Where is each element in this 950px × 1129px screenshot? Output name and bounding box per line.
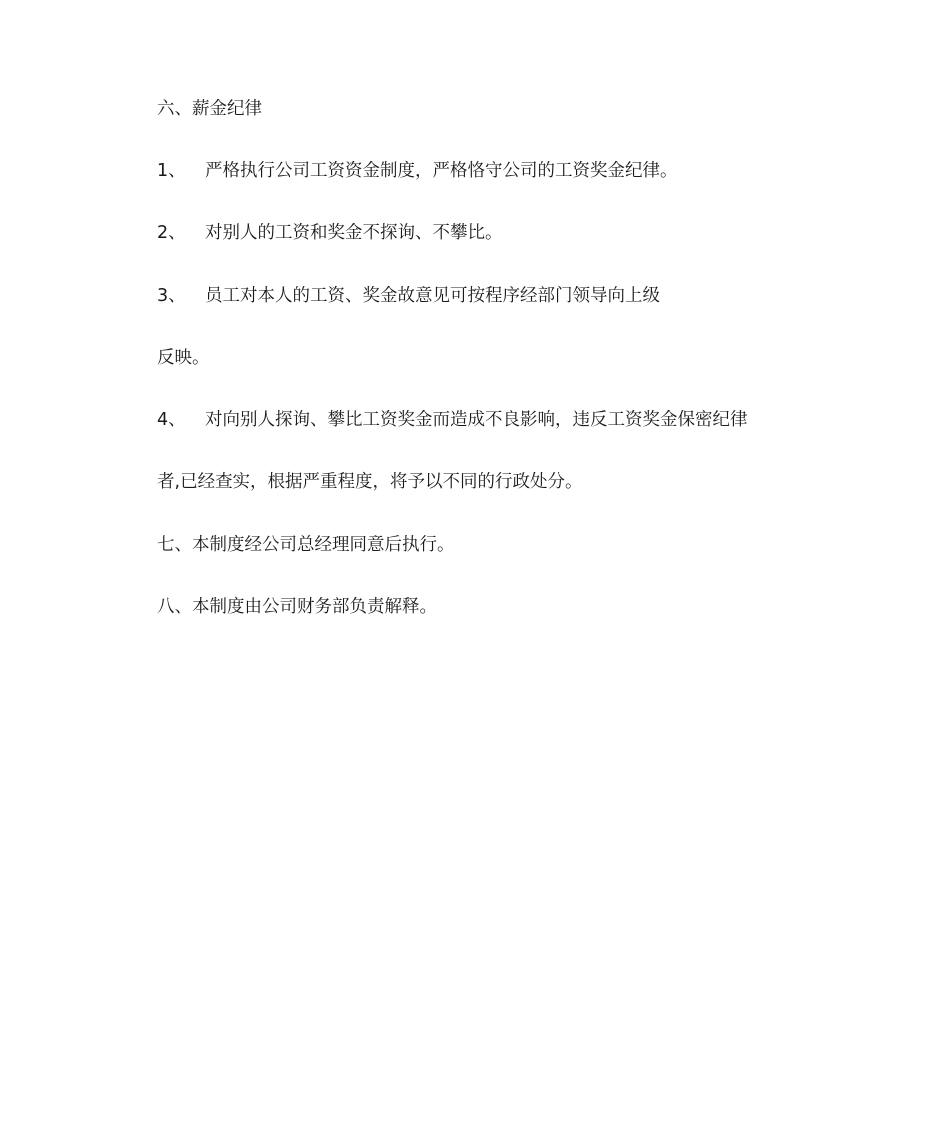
- section-seven: 七、本制度经公司总经理同意后执行。: [157, 535, 455, 555]
- list-item-number: 2、: [157, 223, 186, 243]
- list-item-number: 4、: [157, 410, 186, 430]
- list-item-3-continuation: 反映。: [157, 348, 210, 368]
- list-item-4-continuation: 者,已经查实，根据严重程度，将予以不同的行政处分。: [157, 472, 583, 492]
- list-item-2: [157, 221, 503, 245]
- list-item-1: [157, 159, 678, 183]
- section-six-heading: 六、薪金纪律: [157, 99, 262, 119]
- list-item-number: 3、: [157, 286, 186, 306]
- list-item-text: 员工对本人的工资、奖金故意见可按程序经部门领导向上级: [205, 286, 660, 306]
- list-item-text: 严格执行公司工资资金制度，严格恪守公司的工资奖金纪律。: [205, 161, 678, 181]
- section-eight: 八、本制度由公司财务部负责解释。: [157, 597, 437, 617]
- list-item-text: 对向别人探询、攀比工资奖金而造成不良影响，违反工资奖金保密纪律: [205, 410, 748, 430]
- list-item-number: 1、: [157, 161, 186, 181]
- list-item-4: [157, 408, 748, 432]
- list-item-3: [157, 284, 660, 308]
- list-item-text: 对别人的工资和奖金不探询、不攀比。: [205, 223, 503, 243]
